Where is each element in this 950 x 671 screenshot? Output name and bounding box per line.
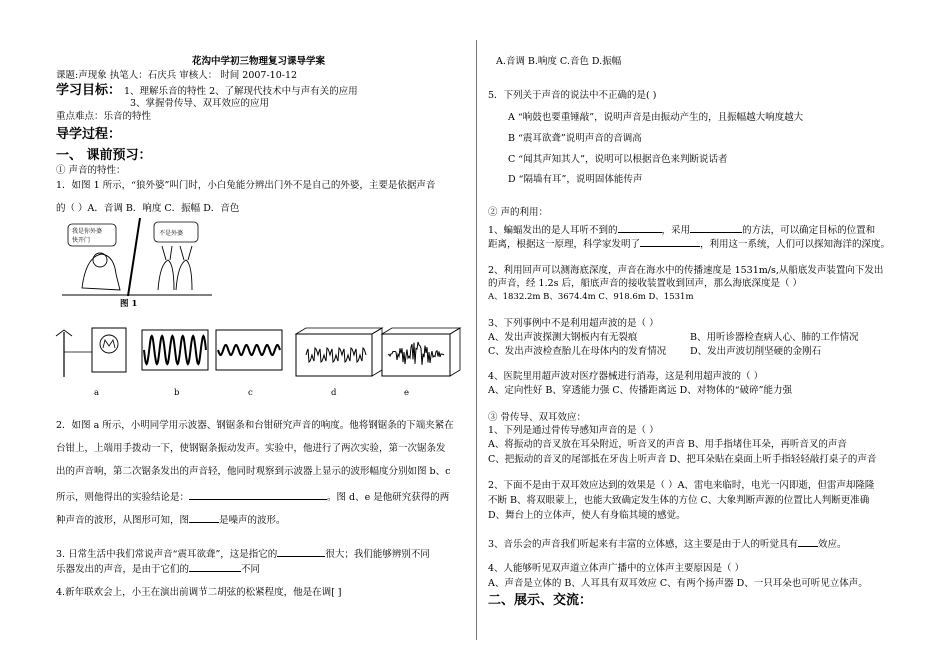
q2-line-5-end: 是噪声的波形。 — [219, 515, 286, 526]
u1-blank-2[interactable] — [690, 222, 742, 233]
learning-goals-heading: 学习目标： — [56, 83, 122, 98]
q5-stem: 5．下列关于声音的说法中不正确的是( ) — [488, 90, 657, 101]
q1-options: 的（ ）A．音调 B．响度 C．振幅 D．音色 — [56, 203, 240, 214]
column-divider — [476, 40, 477, 640]
u1-line-2 — [488, 236, 890, 251]
key-points: 重点难点：乐音的特性 — [56, 111, 152, 122]
q5-option-a: A “响鼓也要重锤敲”，说明声音是由振动产生的，且振幅越大响度越大 — [508, 112, 804, 123]
waveform-b — [144, 336, 206, 364]
b3-line — [488, 536, 847, 551]
goal-line-2: 3、掌握骨传导、双耳效应的应用 — [130, 98, 270, 109]
waveform-d — [306, 348, 366, 362]
guide-heading: 导学过程： — [56, 127, 122, 142]
figure-1-caption: 图 1 — [120, 299, 138, 309]
q3-line-1 — [56, 546, 430, 561]
document-meta: 课题:声现象 执笔人：石庆兵 审核人： 时间 2007-10-12 — [56, 70, 298, 81]
u3-option-b: B、用听诊器检查病人心、肺的工作情况 — [690, 332, 859, 343]
wave-label-b: b — [174, 388, 180, 398]
b3-line-end: 效应。 — [818, 539, 847, 550]
b3-blank[interactable] — [798, 536, 818, 547]
u1-line-2-start: 距离，根据这一原理，科学家发明了 — [488, 239, 641, 250]
u1-line-1-end: 的方法，可以确定目标的位置和 — [742, 225, 876, 236]
q5-option-b: B “震耳欲聋”说明声音的音调高 — [508, 133, 642, 144]
sound-features-heading: ① 声音的特性： — [56, 165, 126, 176]
bone-conduction-heading: ③ 骨传导、双耳效应： — [488, 412, 587, 423]
q5-option-c: C “闻其声知其人”，说明可以根据音色来判断说话者 — [508, 154, 728, 165]
speech-bubble-2: 快开门 — [72, 237, 91, 244]
u4-stem: 4、医院里用超声波对医疗器械进行消毒，这是利用超声波的（ ） — [488, 371, 764, 382]
q4-options: A.音调 B.响度 C.音色 D.振幅 — [496, 56, 622, 67]
wave-label-e: e — [404, 388, 410, 398]
q2-line-3: 出的声音响，第二次锯条发出的声音轻，他同时观察到示波器上显示的波形幅度分别如图 b、c — [56, 466, 451, 477]
b1-stem: 1、下列是通过骨传导感知声音的是（ ） — [488, 425, 659, 436]
waveform-c — [218, 345, 280, 355]
speech-bubble-3: 不是外婆 — [159, 230, 184, 237]
b4-stem: 4、人能够听见双声道立体声广播中的立体声主要原因是（ ） — [488, 563, 745, 574]
q4-stem: 4.新年联欢会上，小王在演出前调节二胡弦的松紧程度，他是在调[ ] — [56, 587, 342, 598]
figure-1-cartoon — [62, 218, 212, 298]
page-title: 花沟中学初三物理复习课导学案 — [192, 56, 326, 67]
wave-label-a: a — [94, 388, 100, 398]
figure-a-setup — [56, 328, 126, 377]
q1-stem: 1．如图 1 所示，“狼外婆”叫门时，小白兔能分辨出门外不是自己的外婆，主要是依据声音 — [56, 180, 436, 191]
q2-line-1: 2．如图 a 所示，小明同学用示波器、钢锯条和台钳研究声音的响度。他将钢锯条的下端夹紧在 — [56, 420, 454, 431]
b2-line-2: 不断 B、将双眼蒙上，也能大致确定发生体的方位 C、大象判断声源的位置比人判断更准确 — [488, 495, 870, 506]
u3-stem: 3、下列事例中不是利用超声波的是（ ） — [488, 318, 659, 329]
u1-line-1-mid: ，采用 — [661, 225, 691, 236]
u1-line-1 — [488, 222, 875, 237]
b2-line-3: D、舞台上的立体声，使人有身临其境的感觉。 — [488, 510, 686, 521]
q3-line-2 — [56, 561, 260, 576]
q5-option-d: D “隔墙有耳”，说明固体能传声 — [508, 174, 643, 185]
q2-line-5 — [56, 512, 286, 527]
speech-bubble-1: 我是你外婆 — [72, 228, 103, 235]
wave-label-c: c — [248, 388, 253, 398]
q3-blank-1[interactable] — [277, 546, 325, 557]
u2-line-1: 2、利用回声可以测海底深度，声音在海水中的传播速度是 1531m/s,从船底发声装置向下发出 — [488, 265, 884, 276]
u1-line-1-start: 1、蝙蝠发出的是人耳听不到的 — [488, 225, 618, 236]
q3-line-1-start: 3. 日常生活中我们常说声音“震耳欲聋”，这是指它的 — [56, 549, 278, 560]
goal-line-1: 1、理解乐音的特性 2、了解现代技术中与声有关的应用 — [124, 86, 358, 97]
section-display-heading: 二、展示、交流： — [488, 593, 593, 608]
u3-option-c: C、发出声波检查胎儿在母体内的发育情况 — [488, 346, 667, 357]
q2-line-4 — [56, 489, 449, 504]
u2-options: A、1832.2m B、3674.4m C、918.6m D、1531m — [488, 292, 694, 302]
oscilloscope-figures — [52, 322, 462, 382]
u1-blank-3[interactable] — [640, 236, 700, 247]
q2-conclusion-blank[interactable] — [189, 489, 327, 500]
q2-line-4-start: 所示，则他得出的实验结论是： — [56, 492, 190, 503]
u1-line-2-end: ，利用这一系统，人们可以探知海洋的深度。 — [700, 239, 891, 250]
b1-options-1: A、将振动的音叉放在耳朵附近，听音叉的声音 B、用手指堵住耳朵，再听音叉的声音 — [488, 439, 847, 450]
q2-noise-blank[interactable] — [189, 512, 219, 523]
u3-option-a: A、发出声波探测大钢板内有无裂痕 — [488, 332, 638, 343]
b4-options: A、声音是立体的 B、人耳具有双耳效应 C、有两个扬声器 D、一只耳朵也可听见立体声。 — [488, 578, 868, 589]
b3-line-start: 3、音乐会的声音我们听起来有丰富的立体感，这主要是由于人的听觉具有 — [488, 539, 799, 550]
b1-options-2: C、把振动的音叉的尾部抵在牙齿上听声音 D、把耳朵贴在桌面上听手指轻轻敲打桌子的声音 — [488, 454, 877, 465]
q3-line-2-start: 乐器发出的声音，是由于它们的 — [56, 564, 190, 575]
q2-line-5-start: 种声音的波形，从图形可知，图 — [56, 515, 190, 526]
q3-blank-2[interactable] — [189, 561, 241, 572]
u3-option-d: D、发出声波切削坚硬的金刚石 — [690, 346, 822, 357]
u1-blank-1[interactable] — [618, 222, 662, 233]
q3-line-1-end: 很大；我们能够辨别不同 — [325, 549, 430, 560]
sound-uses-heading: ② 声的利用： — [488, 207, 549, 218]
section-preview-heading: 一、 课前预习： — [56, 148, 152, 163]
q3-line-2-end: 不同 — [241, 564, 261, 575]
waveform-e — [388, 342, 444, 365]
b2-line-1: 2、下面不是由于双耳效应达到的效果是（ ）A、雷电来临时，电光一闪即逝，但雷声却隆隆 — [488, 480, 875, 491]
u4-options: A、定向性好 B、穿透能力强 C、传播距离远 D、对物体的“破碎”能力强 — [488, 385, 793, 396]
q2-line-4-end: 。图 d、e 是他研究获得的两 — [327, 492, 450, 503]
q2-line-2: 台钳上，上端用手拨动一下，使钢锯条振动发声。实验中，他进行了两次实验，第一次锯条发 — [56, 443, 446, 454]
wave-label-d: d — [331, 388, 337, 398]
u2-line-2: 的声音，经 1.2s 后，船底声音的接收装置收到回声，那么海底深度是（ ） — [488, 278, 803, 289]
